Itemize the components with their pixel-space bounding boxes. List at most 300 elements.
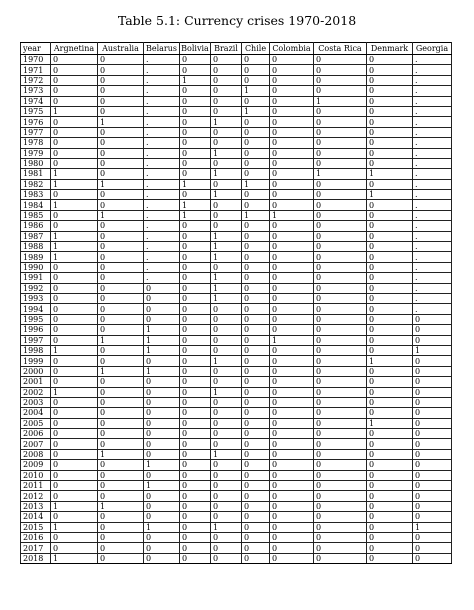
table-row xyxy=(21,460,452,470)
year-cell: 1970 xyxy=(21,55,51,65)
table-cell: 0 xyxy=(180,439,211,449)
table-cell: 0 xyxy=(413,439,452,449)
table-cell: 1 xyxy=(242,86,270,96)
table-cell: 0 xyxy=(180,169,211,179)
table-cell: 0 xyxy=(367,304,413,314)
year-cell: 2014 xyxy=(21,512,51,522)
table-cell: 0 xyxy=(314,200,367,210)
table-cell: . xyxy=(413,158,452,168)
table-cell: 0 xyxy=(180,356,211,366)
table-cell: 0 xyxy=(51,117,98,127)
table-cell: 0 xyxy=(367,522,413,532)
table-cell: 0 xyxy=(211,179,242,189)
table-row xyxy=(21,325,452,335)
table-cell: 0 xyxy=(242,262,270,272)
table-cell: 0 xyxy=(180,460,211,470)
table-cell: . xyxy=(413,86,452,96)
table-cell: 1 xyxy=(98,117,144,127)
table-cell: 0 xyxy=(314,117,367,127)
table-row xyxy=(21,553,452,563)
table-cell: 1 xyxy=(51,345,98,355)
table-cell: 0 xyxy=(270,262,314,272)
table-row xyxy=(21,491,452,501)
table-cell: 1 xyxy=(51,553,98,563)
table-cell: 0 xyxy=(180,325,211,335)
table-cell: 1 xyxy=(98,210,144,220)
year-cell: 1995 xyxy=(21,314,51,324)
table-cell: 0 xyxy=(98,242,144,252)
year-cell: 1989 xyxy=(21,252,51,262)
table-cell: 0 xyxy=(242,283,270,293)
table-cell: 0 xyxy=(367,481,413,491)
table-cell: 0 xyxy=(367,377,413,387)
table-cell: 0 xyxy=(51,221,98,231)
table-cell: 0 xyxy=(242,439,270,449)
table-cell: 1 xyxy=(144,460,180,470)
table-cell: 0 xyxy=(367,75,413,85)
table-cell: 0 xyxy=(242,252,270,262)
table-cell: 1 xyxy=(51,242,98,252)
table-cell: 0 xyxy=(270,418,314,428)
year-cell: 1980 xyxy=(21,158,51,168)
table-cell: 0 xyxy=(51,55,98,65)
table-cell: . xyxy=(413,117,452,127)
table-cell: 0 xyxy=(211,65,242,75)
table-cell: 0 xyxy=(98,75,144,85)
table-cell: . xyxy=(413,304,452,314)
table-cell: 0 xyxy=(270,439,314,449)
table-cell: 0 xyxy=(413,418,452,428)
table-row xyxy=(21,65,452,75)
table-cell: 1 xyxy=(180,210,211,220)
table-cell: 0 xyxy=(367,262,413,272)
table-cell: 0 xyxy=(314,158,367,168)
table-cell: 1 xyxy=(211,283,242,293)
table-cell: 0 xyxy=(314,366,367,376)
year-cell: 1999 xyxy=(21,356,51,366)
table-cell: 0 xyxy=(242,397,270,407)
table-cell: 0 xyxy=(413,325,452,335)
table-cell: 1 xyxy=(211,231,242,241)
crises-table-container xyxy=(20,42,452,564)
table-cell: 0 xyxy=(98,439,144,449)
table-cell: 0 xyxy=(98,273,144,283)
table-row xyxy=(21,429,452,439)
table-cell: 0 xyxy=(51,377,98,387)
table-cell: 0 xyxy=(270,356,314,366)
table-cell: 0 xyxy=(367,408,413,418)
year-cell: 2001 xyxy=(21,377,51,387)
table-cell: 0 xyxy=(314,210,367,220)
table-cell: 0 xyxy=(242,325,270,335)
table-cell: 0 xyxy=(314,55,367,65)
table-cell: . xyxy=(413,200,452,210)
table-cell: 1 xyxy=(242,210,270,220)
year-cell: 2000 xyxy=(21,366,51,376)
table-cell: . xyxy=(144,231,180,241)
table-cell: 0 xyxy=(270,231,314,241)
column-header-denmark: Denmark xyxy=(367,43,413,55)
table-cell: 0 xyxy=(98,106,144,116)
table-cell: 1 xyxy=(51,106,98,116)
table-cell: 0 xyxy=(413,543,452,553)
table-cell: 0 xyxy=(144,314,180,324)
table-cell: 1 xyxy=(51,200,98,210)
table-cell: 0 xyxy=(314,75,367,85)
table-row xyxy=(21,418,452,428)
table-cell: 0 xyxy=(242,169,270,179)
table-cell: 0 xyxy=(144,470,180,480)
table-cell: . xyxy=(413,55,452,65)
table-cell: 1 xyxy=(51,231,98,241)
table-cell: 0 xyxy=(270,325,314,335)
table-cell: 0 xyxy=(413,429,452,439)
table-cell: 0 xyxy=(314,231,367,241)
year-cell: 1975 xyxy=(21,106,51,116)
table-cell: 0 xyxy=(51,543,98,553)
table-cell: 0 xyxy=(314,314,367,324)
table-cell: 0 xyxy=(211,55,242,65)
table-cell: 0 xyxy=(314,65,367,75)
table-cell: 1 xyxy=(180,179,211,189)
table-cell: 0 xyxy=(242,75,270,85)
table-cell: 0 xyxy=(413,470,452,480)
table-cell: 0 xyxy=(51,138,98,148)
table-cell: 0 xyxy=(144,543,180,553)
table-cell: 0 xyxy=(98,543,144,553)
table-cell: 0 xyxy=(413,532,452,542)
table-cell: 0 xyxy=(51,86,98,96)
table-cell: 0 xyxy=(242,366,270,376)
table-cell: 1 xyxy=(242,106,270,116)
table-cell: 1 xyxy=(144,366,180,376)
table-cell: 0 xyxy=(211,96,242,106)
table-cell: 0 xyxy=(180,449,211,459)
table-header-row xyxy=(21,43,452,55)
table-row xyxy=(21,117,452,127)
table-cell: . xyxy=(144,158,180,168)
table-cell: 0 xyxy=(180,55,211,65)
table-cell: . xyxy=(413,75,452,85)
table-cell: 0 xyxy=(98,522,144,532)
table-cell: 0 xyxy=(144,512,180,522)
table-cell: 0 xyxy=(51,293,98,303)
table-cell: 0 xyxy=(270,117,314,127)
table-cell: 0 xyxy=(98,512,144,522)
table-row xyxy=(21,273,452,283)
table-cell: 0 xyxy=(270,501,314,511)
table-cell: 0 xyxy=(367,512,413,522)
table-cell: 0 xyxy=(314,408,367,418)
table-cell: 0 xyxy=(211,439,242,449)
table-cell: 0 xyxy=(144,491,180,501)
table-cell: 0 xyxy=(242,221,270,231)
table-cell: 0 xyxy=(98,283,144,293)
year-cell: 1993 xyxy=(21,293,51,303)
table-cell: 0 xyxy=(242,127,270,137)
table-cell: 0 xyxy=(180,553,211,563)
table-row xyxy=(21,221,452,231)
table-row xyxy=(21,96,452,106)
table-cell: 0 xyxy=(144,356,180,366)
table-cell: 0 xyxy=(211,460,242,470)
table-row xyxy=(21,314,452,324)
table-cell: 0 xyxy=(51,273,98,283)
table-cell: 0 xyxy=(211,543,242,553)
table-cell: 0 xyxy=(367,96,413,106)
table-cell: . xyxy=(144,86,180,96)
table-cell: 0 xyxy=(98,314,144,324)
table-cell: 0 xyxy=(98,408,144,418)
table-cell: 0 xyxy=(242,304,270,314)
year-cell: 1973 xyxy=(21,86,51,96)
year-cell: 1983 xyxy=(21,190,51,200)
year-cell: 2003 xyxy=(21,397,51,407)
table-cell: 0 xyxy=(270,366,314,376)
table-cell: . xyxy=(144,148,180,158)
table-cell: 1 xyxy=(51,252,98,262)
table-cell: . xyxy=(413,179,452,189)
table-cell: 0 xyxy=(180,397,211,407)
table-cell: 0 xyxy=(211,262,242,272)
table-cell: 0 xyxy=(211,345,242,355)
table-cell: 0 xyxy=(242,553,270,563)
table-cell: 0 xyxy=(314,429,367,439)
table-cell: 0 xyxy=(98,304,144,314)
table-cell: 0 xyxy=(98,345,144,355)
table-cell: 0 xyxy=(242,501,270,511)
table-cell: 0 xyxy=(144,449,180,459)
table-cell: 0 xyxy=(242,190,270,200)
table-cell: 0 xyxy=(51,449,98,459)
year-cell: 1987 xyxy=(21,231,51,241)
table-cell: 1 xyxy=(180,200,211,210)
table-cell: . xyxy=(413,65,452,75)
table-cell: 0 xyxy=(367,158,413,168)
table-cell: 0 xyxy=(180,283,211,293)
table-row xyxy=(21,127,452,137)
table-cell: 1 xyxy=(211,387,242,397)
table-cell: 0 xyxy=(314,377,367,387)
table-row xyxy=(21,356,452,366)
table-cell: 0 xyxy=(270,377,314,387)
table-cell: 0 xyxy=(270,106,314,116)
table-cell: 0 xyxy=(242,231,270,241)
table-cell: . xyxy=(413,138,452,148)
table-cell: . xyxy=(144,106,180,116)
table-cell: 0 xyxy=(314,106,367,116)
table-cell: 0 xyxy=(367,460,413,470)
table-row xyxy=(21,377,452,387)
table-cell: 0 xyxy=(51,429,98,439)
table-cell: 0 xyxy=(413,512,452,522)
table-cell: 0 xyxy=(98,325,144,335)
table-cell: 0 xyxy=(314,470,367,480)
table-cell: . xyxy=(144,179,180,189)
table-cell: 0 xyxy=(413,501,452,511)
table-row xyxy=(21,345,452,355)
column-header-georgia: Georgia xyxy=(413,43,452,55)
table-cell: 0 xyxy=(211,408,242,418)
table-cell: 0 xyxy=(144,304,180,314)
table-cell: 0 xyxy=(180,522,211,532)
table-cell: 0 xyxy=(314,439,367,449)
table-cell: 0 xyxy=(144,377,180,387)
table-cell: . xyxy=(413,190,452,200)
table-cell: 0 xyxy=(367,106,413,116)
table-cell: 0 xyxy=(367,242,413,252)
table-cell: 0 xyxy=(180,418,211,428)
table-cell: 0 xyxy=(314,304,367,314)
table-cell: 0 xyxy=(314,138,367,148)
table-cell: 0 xyxy=(211,418,242,428)
table-cell: 0 xyxy=(180,86,211,96)
table-cell: 0 xyxy=(180,408,211,418)
table-cell: 1 xyxy=(211,242,242,252)
table-cell: 0 xyxy=(270,532,314,542)
table-row xyxy=(21,304,452,314)
table-cell: 0 xyxy=(413,553,452,563)
table-cell: 0 xyxy=(180,304,211,314)
table-cell: 0 xyxy=(51,470,98,480)
table-cell: 0 xyxy=(144,553,180,563)
table-cell: 1 xyxy=(51,522,98,532)
table-cell: 0 xyxy=(98,169,144,179)
table-cell: 1 xyxy=(367,169,413,179)
column-header-chile: Chile xyxy=(242,43,270,55)
table-cell: 0 xyxy=(180,242,211,252)
table-cell: . xyxy=(413,293,452,303)
table-cell: 0 xyxy=(211,138,242,148)
table-cell: 1 xyxy=(51,169,98,179)
table-cell: 1 xyxy=(211,252,242,262)
table-cell: 1 xyxy=(211,522,242,532)
table-cell: 0 xyxy=(51,397,98,407)
table-cell: 0 xyxy=(413,481,452,491)
table-cell: . xyxy=(413,252,452,262)
table-cell: 0 xyxy=(242,356,270,366)
table-cell: 0 xyxy=(98,418,144,428)
column-header-colombia: Colombia xyxy=(270,43,314,55)
table-row xyxy=(21,75,452,85)
table-cell: 0 xyxy=(211,397,242,407)
table-cell: 0 xyxy=(314,293,367,303)
table-cell: 0 xyxy=(180,501,211,511)
table-cell: 0 xyxy=(270,65,314,75)
table-cell: 0 xyxy=(98,553,144,563)
year-cell: 1997 xyxy=(21,335,51,345)
table-cell: 0 xyxy=(270,408,314,418)
table-cell: 0 xyxy=(242,314,270,324)
table-cell: 1 xyxy=(270,210,314,220)
table-cell: 0 xyxy=(270,55,314,65)
table-cell: 0 xyxy=(98,221,144,231)
table-cell: 0 xyxy=(270,304,314,314)
table-cell: 0 xyxy=(144,387,180,397)
table-row xyxy=(21,293,452,303)
table-cell: 0 xyxy=(270,553,314,563)
table-cell: 1 xyxy=(211,273,242,283)
table-cell: 0 xyxy=(367,293,413,303)
table-cell: 0 xyxy=(211,221,242,231)
table-cell: 0 xyxy=(242,138,270,148)
year-cell: 1977 xyxy=(21,127,51,137)
table-cell: 0 xyxy=(51,512,98,522)
year-cell: 2018 xyxy=(21,553,51,563)
table-cell: 0 xyxy=(180,231,211,241)
table-cell: 0 xyxy=(367,366,413,376)
table-cell: . xyxy=(144,65,180,75)
table-cell: 0 xyxy=(270,158,314,168)
table-cell: 0 xyxy=(413,460,452,470)
table-cell: 0 xyxy=(51,439,98,449)
table-cell: 0 xyxy=(270,522,314,532)
table-row xyxy=(21,522,452,532)
table-cell: 0 xyxy=(270,127,314,137)
table-cell: 0 xyxy=(314,387,367,397)
table-cell: 0 xyxy=(413,314,452,324)
table-cell: 0 xyxy=(367,200,413,210)
table-cell: 0 xyxy=(242,481,270,491)
table-row xyxy=(21,200,452,210)
year-cell: 2008 xyxy=(21,449,51,459)
table-cell: 0 xyxy=(413,356,452,366)
table-row xyxy=(21,470,452,480)
table-cell: 0 xyxy=(314,501,367,511)
table-cell: . xyxy=(413,262,452,272)
table-cell: 0 xyxy=(270,491,314,501)
year-cell: 2012 xyxy=(21,491,51,501)
table-cell: 0 xyxy=(211,501,242,511)
table-cell: 1 xyxy=(211,148,242,158)
table-cell: 0 xyxy=(367,345,413,355)
table-cell: 0 xyxy=(51,304,98,314)
table-cell: 0 xyxy=(211,553,242,563)
table-cell: 0 xyxy=(51,65,98,75)
year-cell: 2011 xyxy=(21,481,51,491)
column-header-costa-rica: Costa Rica xyxy=(314,43,367,55)
table-cell: 0 xyxy=(180,65,211,75)
table-row xyxy=(21,158,452,168)
table-row xyxy=(21,190,452,200)
table-cell: 0 xyxy=(180,190,211,200)
table-cell: 0 xyxy=(314,335,367,345)
table-cell: 0 xyxy=(144,439,180,449)
table-cell: 0 xyxy=(180,532,211,542)
year-cell: 1986 xyxy=(21,221,51,231)
table-cell: 0 xyxy=(270,190,314,200)
table-cell: 0 xyxy=(242,200,270,210)
table-cell: 1 xyxy=(211,169,242,179)
table-cell: 0 xyxy=(314,252,367,262)
table-cell: 0 xyxy=(98,231,144,241)
table-cell: 0 xyxy=(270,169,314,179)
table-cell: 0 xyxy=(98,55,144,65)
year-cell: 1991 xyxy=(21,273,51,283)
table-cell: 0 xyxy=(367,86,413,96)
year-cell: 1974 xyxy=(21,96,51,106)
year-cell: 1982 xyxy=(21,179,51,189)
table-cell: 0 xyxy=(180,491,211,501)
table-cell: 0 xyxy=(211,75,242,85)
table-cell: 0 xyxy=(98,397,144,407)
table-cell: 0 xyxy=(242,55,270,65)
table-cell: 1 xyxy=(211,117,242,127)
table-cell: 0 xyxy=(367,283,413,293)
table-cell: 0 xyxy=(314,221,367,231)
table-cell: 0 xyxy=(51,158,98,168)
table-cell: 0 xyxy=(144,532,180,542)
